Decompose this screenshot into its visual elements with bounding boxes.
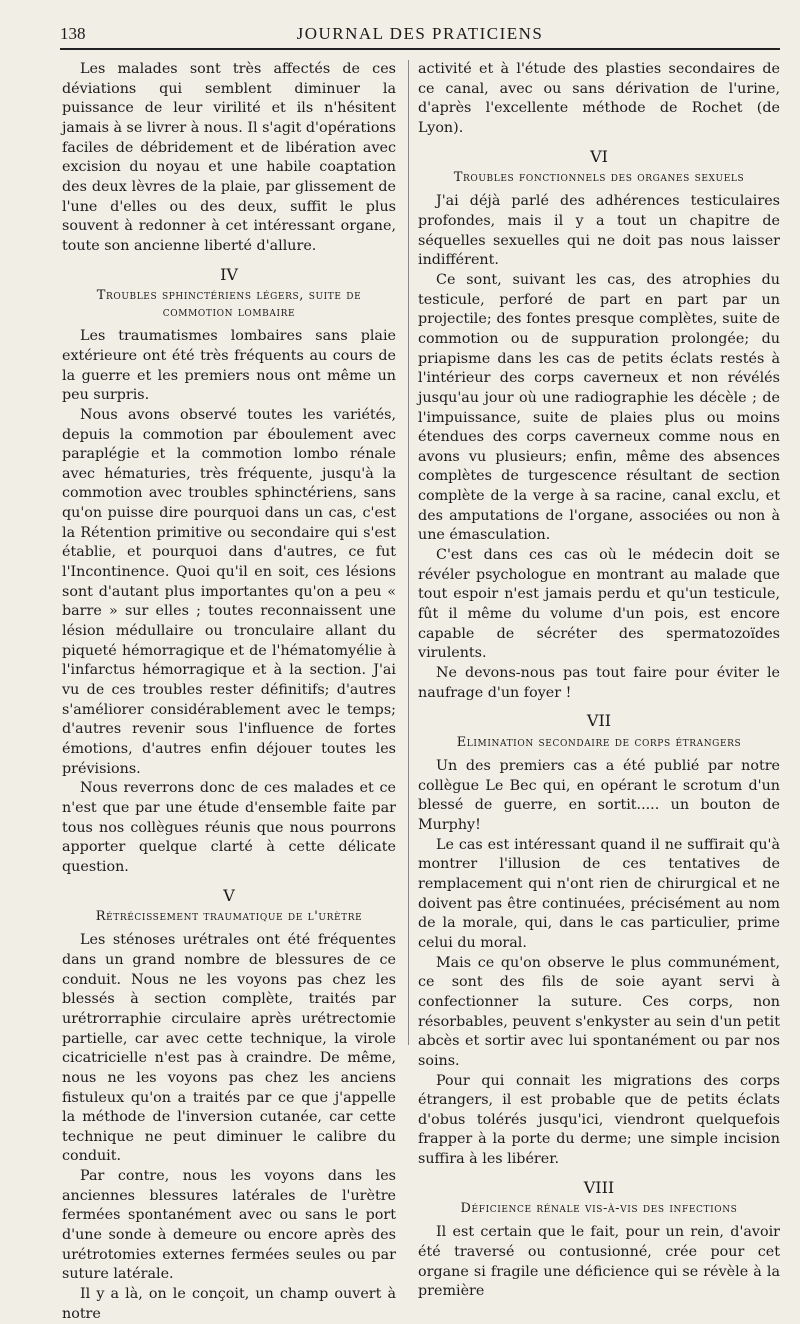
- paragraph: Le cas est intéressant quand il ne suffirait qu'à montrer l'illusion de ces tentatives de remplacement qui n'ont rien de chirurgical et ne doivent pas être continuées, précisément au nom de la morale, qui, dans le cas particulier, prime celui du moral.: [418, 836, 780, 951]
- paragraph: Pour qui connait les migrations des corps étrangers, il est probable que de petits éclats d'obus tolérés jusqu'ici, viendront quelquefois frapper à la porte du derme; une simple incision suffira à les libérer.: [418, 1072, 780, 1168]
- paragraph: Il est certain que le fait, pour un rein, d'avoir été traversé ou contusionné, crée pour cet organe si fragile une déficience qui se révèle à la première: [418, 1224, 780, 1300]
- paragraph: Les malades sont très affectés de ces déviations qui semblent diminuer la puissance de leur virilité et ils n'hésitent jamais à se livrer à nous. Il s'agit d'opérations faciles de débridement et de libération avec excision du noyau et une habile coaptation des deux lèvres de la plaie, par glissement de l'une d'elles ou des deux, suffit le plus souvent à redonner à cet intéressant organe, toute son ancienne liberté d'allure.: [62, 61, 397, 254]
- section-number: VII: [586, 711, 612, 731]
- paragraph: Il y a là, on le conçoit, un champ ouvert à notre: [62, 1286, 396, 1322]
- right-column: [418, 60, 780, 1302]
- paragraph: Par contre, nous les voyons dans les anciennes blessures latérales de l'urètre fermées spontanément avec ou sans le port d'une sonde à demeure ou encore après des urétrotomies externes fermées seules ou par suture latérale.: [62, 1168, 396, 1283]
- paragraph: Nous avons observé toutes les variétés, depuis la commotion par éboulement avec paraplégie et la commotion lombo rénale avec hématuries, très fréquente, jusqu'à la commotion avec troubles sphinctériens, sans qu'on puisse dire pourquoi dans un cas, c'est la Rétention primitive ou secondaire qui s'est établie, et pourquoi dans d'autres, ce fut l'Incontinence. Quoi qu'il en soit, ces lésions sont d'autant plus importantes qu'on a peu « barre » sur elles ; toutes reconnaissent une lésion médullaire ou tronculaire allant du piqueté hémorragique et de l'hématomyélie à l'infarctus hémorragique et à la section. J'ai vu de ces troubles rester définitifs; d'autres s'améliorer considérablement avec le temps; d'autres revenir sous l'influence de fortes émotions, d'autres enfin déjouer toutes les prévisions.: [62, 406, 396, 777]
- paragraph: Mais ce qu'on observe le plus communément, ce sont des fils de soie ayant servi à confectionner la suture. Ces corps, non résorbables, peuvent s'enkyster au sein d'un petit abcès et sortir avec lui spontanément ou par nos soins.: [418, 954, 780, 1069]
- section-title: Elimination secondaire de corps étrangers: [456, 735, 742, 750]
- section-number: IV: [220, 264, 238, 284]
- section-title: Troubles fonctionnels des organes sexuels: [453, 170, 745, 186]
- paragraph: C'est dans ces cas où le médecin doit se révéler psychologue en montrant au malade que tout espoir n'est jamais perdu et qu'un testicule, fût il même du volume d'un pois, est encore capable de sécréter des spermatozoïdes virulents.: [418, 547, 780, 662]
- paragraph: Nous reverrons donc de ces malades et ce n'est que par une étude d'ensemble faite par tous nos collègues réunis que nous pourrons apporter quelque clarté à cette délicate question.: [62, 780, 396, 875]
- section-title: Troubles sphinctériens légers, suite de commotion lombaire: [96, 288, 362, 321]
- column-divider: [408, 60, 409, 1045]
- section-number: VIII: [583, 1177, 615, 1197]
- section-number: VI: [590, 146, 608, 166]
- paragraph: J'ai déjà parlé des adhérences testiculaires profondes, mais il y a tout un chapitre de séquelles sexuelles qui ne doit pas nous laisser indifférent.: [418, 193, 780, 269]
- paragraph: Les sténoses urétrales ont été fréquentes dans un grand nombre de blessures de ce conduit. Nous ne les voyons pas chez les blessés à section complète, traités par urétrorraphie circulaire après urétrectomie partielle, car avec cette technique, la virole cicatricielle n'est pas à craindre. De même, nous ne les voyons pas chez les anciens fistuleux qu'on a traités par ce que j'appelle la méthode de l'inversion cutanée, car cette technique ne peut diminuer le calibre du conduit.: [62, 932, 396, 1165]
- page-number: 138: [60, 24, 86, 43]
- journal-title: JOURNAL DES PRATICIENS: [296, 24, 544, 43]
- paragraph: Ce sont, suivant les cas, des atrophies du testicule, perforé de part en part par un projectile; des fontes presque complètes, suite de commotion ou de suppuration prolongée; du priapisme dans les cas de petits éclats restés à l'intérieur des corps caverneux et non révélés jusqu'au jour où une radiographie les décèle ; de l'impuissance, suite de plaies plus ou moins étendues des corps caverneux comme nous en avons vu plusieurs; enfin, même des absences complètes de turgescence résultant de section complète de la verge à sa racine, canal exclu, et des amputations de l'organe, associées ou non à une émasculation.: [418, 271, 780, 544]
- left-column: [62, 60, 396, 1324]
- page-header: [60, 20, 780, 50]
- paragraph: Les traumatismes lombaires sans plaie extérieure ont été très fréquents au cours de la guerre et les premiers nous ont même un peu surpris.: [62, 328, 396, 404]
- section-title: Déficience rénale vis-à-vis des infections: [460, 1201, 738, 1217]
- section-title: Rétrécissement traumatique de l'urètre: [95, 909, 363, 925]
- paragraph: Ne devons-nous pas tout faire pour éviter le naufrage d'un foyer !: [418, 665, 780, 701]
- section-number: V: [223, 885, 235, 905]
- paragraph: activité et à l'étude des plasties secondaires de ce canal, avec ou sans dérivation de l'urine, d'après l'excellente méthode de Rochet (de Lyon).: [418, 61, 780, 136]
- paragraph: Un des premiers cas a été publié par notre collègue Le Bec qui, en opérant le scrotum d'un blessé de guerre, en sortit..... un bouton de Murphy!: [418, 758, 780, 833]
